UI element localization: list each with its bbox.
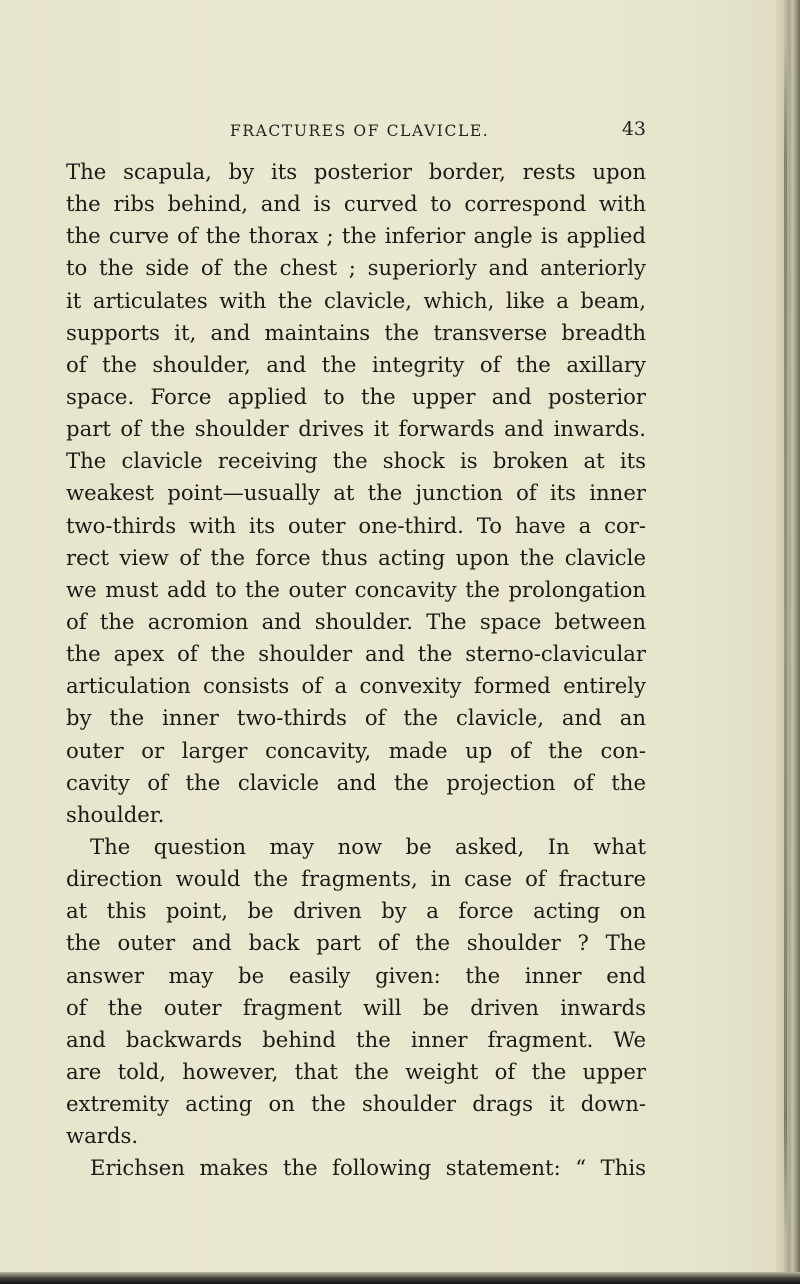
text-line: are told, however, that the weight of the upper bbox=[66, 1058, 646, 1084]
page-edge-shadow bbox=[776, 0, 800, 1284]
text-line: we must add to the outer concavity the prolongation bbox=[66, 576, 646, 602]
text-line: extremity acting on the shoulder drags it down- bbox=[66, 1091, 646, 1117]
text-line: two-thirds with its outer one-third. To have a cor- bbox=[66, 512, 646, 538]
text-line: outer or larger concavity, made up of the con- bbox=[66, 737, 646, 763]
text-line: answer may be easily given: the inner end bbox=[66, 962, 646, 988]
text-line: weakest point—usually at the junction of its inner bbox=[66, 480, 646, 506]
text-line: The clavicle receiving the shock is broken at its bbox=[66, 448, 646, 474]
text-line: the ribs behind, and is curved to correspond with bbox=[66, 191, 646, 217]
page-bottom-edge bbox=[0, 1272, 800, 1284]
text-line: of the shoulder, and the integrity of the axillary bbox=[66, 351, 646, 377]
text-line: the apex of the shoulder and the sterno-clavicular bbox=[66, 641, 646, 667]
text-line: articulation consists of a convexity formed entirely bbox=[66, 673, 646, 699]
text-line: to the side of the chest ; superiorly and anteriorly bbox=[66, 255, 646, 281]
text-line: by the inner two-thirds of the clavicle, and an bbox=[66, 705, 646, 731]
text-line: direction would the fragments, in case of fracture bbox=[66, 866, 646, 892]
text-line: of the outer fragment will be driven inwards bbox=[66, 994, 646, 1020]
text-line: it articulates with the clavicle, which, like a beam, bbox=[66, 287, 646, 313]
paragraph-end-line: wards. bbox=[66, 1123, 139, 1149]
page-header bbox=[230, 118, 646, 148]
body-text bbox=[66, 156, 646, 1185]
text-line: The scapula, by its posterior border, rests upon bbox=[66, 159, 646, 184]
text-line: and backwards behind the inner fragment. We bbox=[66, 1026, 646, 1052]
page-number: 43 bbox=[621, 118, 646, 140]
text-line: the curve of the thorax ; the inferior angle is applied bbox=[66, 223, 646, 249]
text-line: of the acromion and shoulder. The space between bbox=[66, 608, 646, 634]
text-line: cavity of the clavicle and the projection of the bbox=[66, 769, 646, 795]
text-line: supports it, and maintains the transverse breadth bbox=[66, 319, 646, 345]
paragraph-start-line: Erichsen makes the following statement: “ This bbox=[90, 1155, 646, 1181]
text-line: at this point, be driven by a force acting on bbox=[66, 898, 646, 924]
paragraph-end-line: shoulder. bbox=[66, 801, 165, 827]
text-line: part of the shoulder drives it forwards and inwards. bbox=[66, 416, 646, 442]
paragraph-start-line: The question may now be asked, In what bbox=[90, 833, 646, 859]
running-head: FRACTURES OF CLAVICLE. bbox=[230, 122, 490, 140]
text-line: space. Force applied to the upper and posterior bbox=[66, 383, 646, 409]
text-line: rect view of the force thus acting upon the clavicle bbox=[66, 544, 646, 570]
text-line: the outer and back part of the shoulder ? The bbox=[66, 930, 646, 956]
